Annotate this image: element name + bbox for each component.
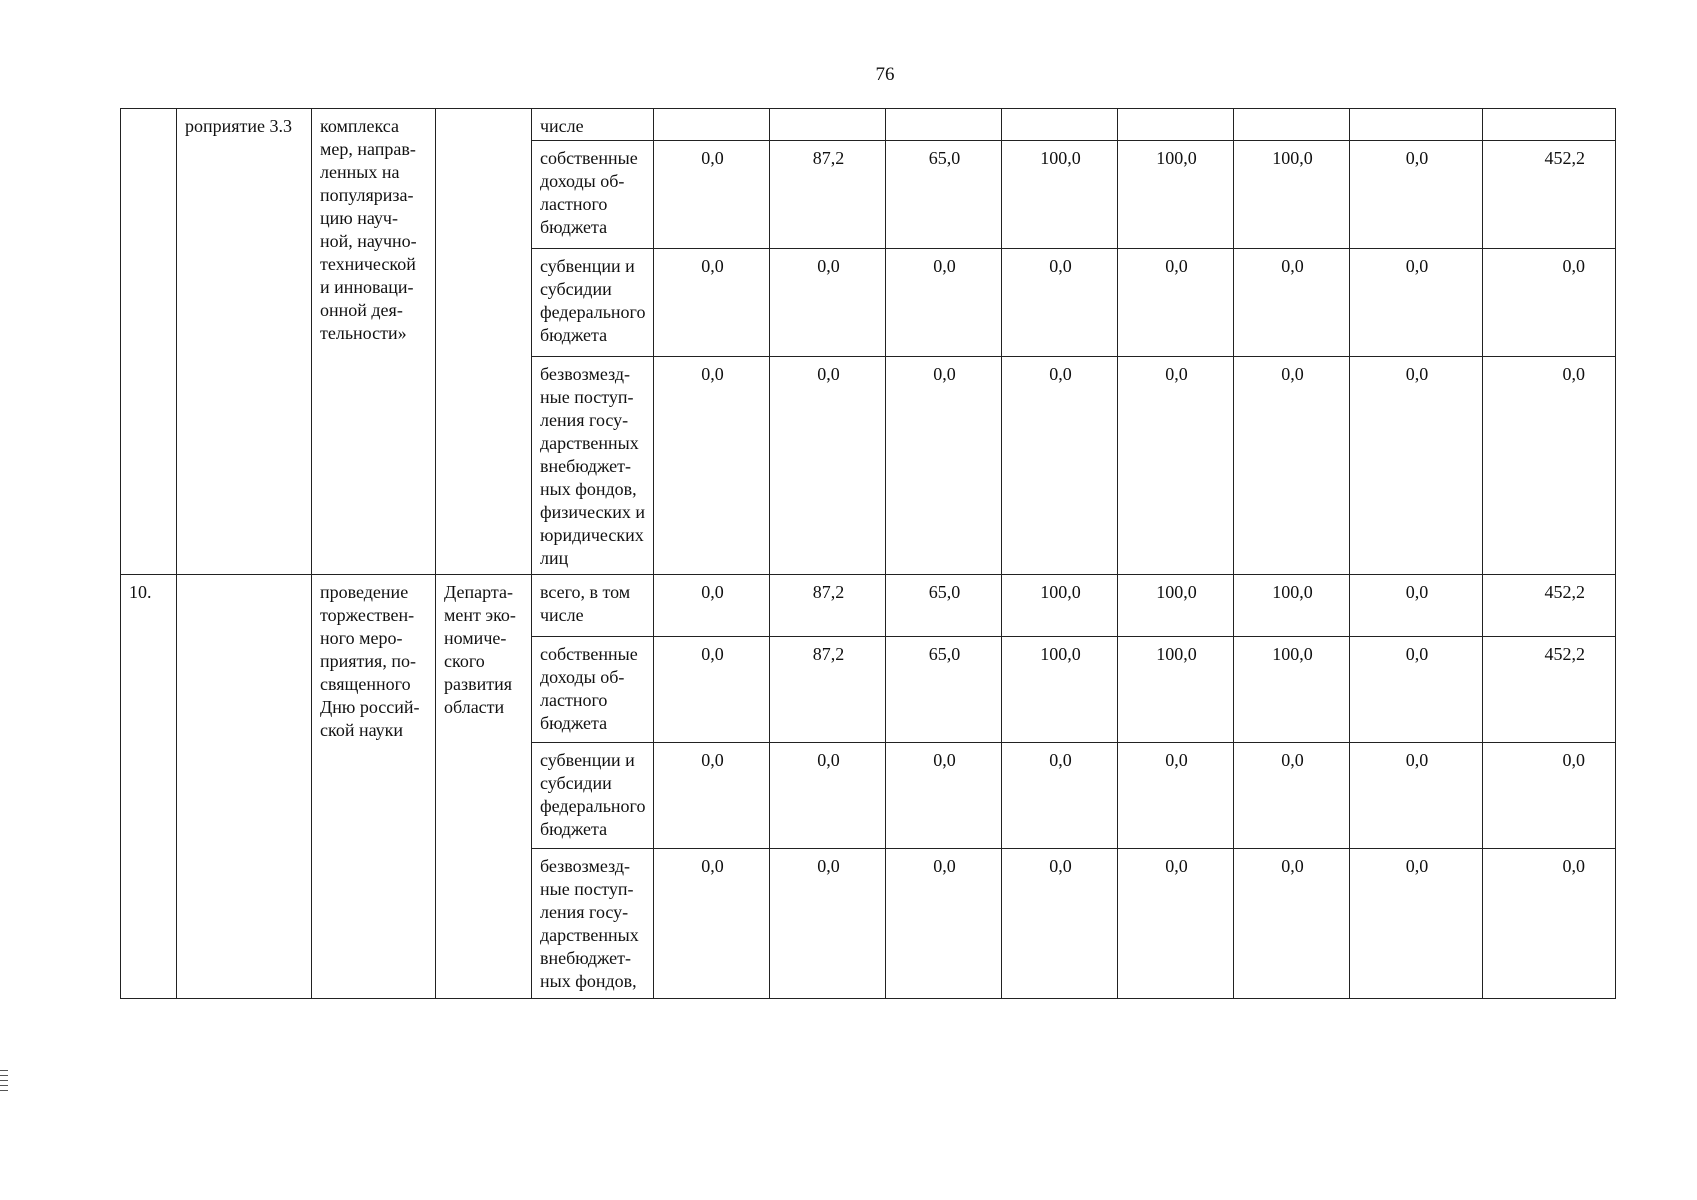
description-cell: комплекса мер, направ-ленных на популяриза-цию науч-ной, научно-технической и инноваци-онной дея-тельности» bbox=[312, 109, 436, 575]
page-number: 76 bbox=[875, 64, 895, 85]
value-cell: 65,0 bbox=[886, 637, 1002, 743]
value-cell: 0,0 bbox=[770, 849, 886, 999]
executor-cell: Департа-мент эко-номиче-ского развития области bbox=[436, 575, 532, 999]
source-cell: собственные доходы об-ластного бюджета bbox=[532, 141, 654, 249]
executor-cell bbox=[436, 109, 532, 575]
budget-table bbox=[120, 108, 1616, 999]
value-cell: 0,0 bbox=[1002, 849, 1118, 999]
value-cell: 0,0 bbox=[1234, 849, 1350, 999]
value-cell: 100,0 bbox=[1234, 637, 1350, 743]
scan-edge-marks bbox=[0, 1070, 8, 1095]
value-cell: 0,0 bbox=[770, 357, 886, 575]
value-cell: 0,0 bbox=[654, 637, 770, 743]
value-cell bbox=[770, 109, 886, 141]
value-cell: 0,0 bbox=[1002, 249, 1118, 357]
value-cell: 0,0 bbox=[886, 743, 1002, 849]
value-cell: 0,0 bbox=[1350, 357, 1483, 575]
value-cell: 0,0 bbox=[886, 357, 1002, 575]
value-cell: 0,0 bbox=[1002, 357, 1118, 575]
value-cell bbox=[1483, 109, 1616, 141]
value-cell: 0,0 bbox=[1118, 743, 1234, 849]
value-cell: 0,0 bbox=[886, 249, 1002, 357]
value-cell: 100,0 bbox=[1002, 141, 1118, 249]
value-cell: 100,0 bbox=[1234, 141, 1350, 249]
value-cell bbox=[1234, 109, 1350, 141]
value-cell bbox=[1002, 109, 1118, 141]
value-cell: 100,0 bbox=[1002, 575, 1118, 637]
value-cell: 100,0 bbox=[1118, 141, 1234, 249]
source-cell: собственные доходы об-ластного бюджета bbox=[532, 637, 654, 743]
value-cell: 0,0 bbox=[1483, 743, 1616, 849]
source-cell: субвенции и субсидии федерального бюджета bbox=[532, 249, 654, 357]
value-cell: 0,0 bbox=[1483, 249, 1616, 357]
table-body bbox=[121, 109, 1616, 999]
value-cell: 452,2 bbox=[1483, 575, 1616, 637]
value-cell: 0,0 bbox=[1350, 849, 1483, 999]
value-cell bbox=[886, 109, 1002, 141]
value-cell: 0,0 bbox=[1483, 357, 1616, 575]
value-cell bbox=[1350, 109, 1483, 141]
value-cell: 0,0 bbox=[654, 357, 770, 575]
value-cell: 0,0 bbox=[654, 743, 770, 849]
value-cell: 452,2 bbox=[1483, 637, 1616, 743]
value-cell: 0,0 bbox=[654, 249, 770, 357]
value-cell: 65,0 bbox=[886, 141, 1002, 249]
value-cell: 0,0 bbox=[654, 575, 770, 637]
value-cell: 0,0 bbox=[770, 249, 886, 357]
value-cell bbox=[654, 109, 770, 141]
value-cell: 0,0 bbox=[1118, 249, 1234, 357]
value-cell: 100,0 bbox=[1118, 575, 1234, 637]
value-cell: 65,0 bbox=[886, 575, 1002, 637]
value-cell: 0,0 bbox=[1350, 249, 1483, 357]
value-cell: 0,0 bbox=[1350, 637, 1483, 743]
event-cell: роприятие 3.3 bbox=[177, 109, 312, 575]
value-cell: 87,2 bbox=[770, 141, 886, 249]
value-cell: 0,0 bbox=[654, 141, 770, 249]
value-cell: 0,0 bbox=[1234, 249, 1350, 357]
table-row bbox=[121, 575, 1616, 637]
event-cell bbox=[177, 575, 312, 999]
value-cell: 87,2 bbox=[770, 575, 886, 637]
value-cell: 100,0 bbox=[1234, 575, 1350, 637]
value-cell: 100,0 bbox=[1118, 637, 1234, 743]
row-number bbox=[121, 109, 177, 575]
value-cell bbox=[1118, 109, 1234, 141]
source-cell: безвозмезд-ные поступ-ления госу-дарственных внебюджет-ных фондов, физических и юридических лиц bbox=[532, 357, 654, 575]
value-cell: 0,0 bbox=[1118, 849, 1234, 999]
value-cell: 0,0 bbox=[1350, 141, 1483, 249]
value-cell: 0,0 bbox=[1234, 743, 1350, 849]
table-row bbox=[121, 109, 1616, 141]
value-cell: 87,2 bbox=[770, 637, 886, 743]
value-cell: 0,0 bbox=[1118, 357, 1234, 575]
description-cell: проведение торжествен-ного меро-приятия, по-священного Дню россий-ской науки bbox=[312, 575, 436, 999]
value-cell: 0,0 bbox=[1002, 743, 1118, 849]
value-cell: 100,0 bbox=[1002, 637, 1118, 743]
value-cell: 0,0 bbox=[654, 849, 770, 999]
value-cell: 0,0 bbox=[1350, 743, 1483, 849]
source-cell: субвенции и субсидии федерального бюджета bbox=[532, 743, 654, 849]
value-cell: 0,0 bbox=[1234, 357, 1350, 575]
source-cell: числе bbox=[532, 109, 654, 141]
value-cell: 452,2 bbox=[1483, 141, 1616, 249]
value-cell: 0,0 bbox=[1483, 849, 1616, 999]
value-cell: 0,0 bbox=[770, 743, 886, 849]
source-cell: безвозмезд-ные поступ-ления госу-дарственных внебюджет-ных фондов, bbox=[532, 849, 654, 999]
row-number: 10. bbox=[121, 575, 177, 999]
value-cell: 0,0 bbox=[1350, 575, 1483, 637]
value-cell: 0,0 bbox=[886, 849, 1002, 999]
source-cell: всего, в том числе bbox=[532, 575, 654, 637]
